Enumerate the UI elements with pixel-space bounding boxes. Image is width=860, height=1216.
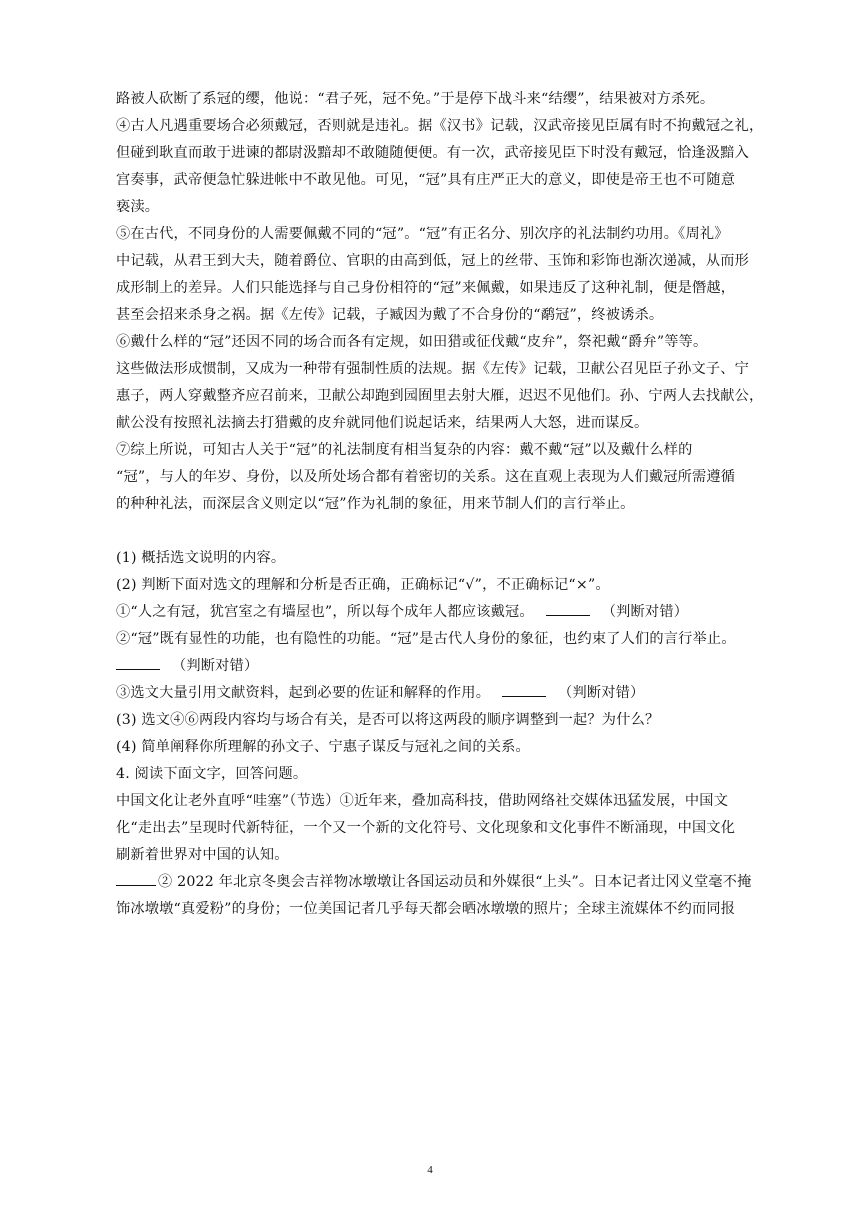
passage-line: ⑥戴什么样的“冠”还因不同的场合而各有定规，如田猎或征伐戴“皮弁”，祭祀戴“爵弁”等等。 [116,334,708,350]
passage-line: 的种种礼法，而深层含义则定以“冠”作为礼制的象征，用来节制人们的言行举止。 [116,496,635,512]
section-4-line: 中国文化让老外直呼“哇塞”（节选）①近年来，叠加高科技，借助网络社交媒体迅猛发展，中国文 [116,793,729,809]
questions [116,545,784,761]
question-2-item-1 [116,599,784,626]
passage-line: 中记载，从君王到大夫，随着爵位、官职的由高到低，冠上的丝带、玉饰和彩饰也渐次递减，从而形 [116,253,750,269]
passage-line: 但碰到耿直而敢于进谏的都尉汲黯却不敢随随便便。有一次，武帝接见臣下时没有戴冠，恰逢汲黯入 [116,145,750,161]
answer-blank[interactable] [116,657,160,670]
question-2-item-2: ②“冠”既有显性的功能，也有隐性的功能。“冠”是古代人身份的象征，也约束了人们的言行举止。 [116,631,736,647]
answer-blank[interactable] [502,684,546,697]
passage-line: 路被人砍断了系冠的缨，他说：“君子死，冠不免。”于是停下战斗来“结缨”，结果被对方杀死。 [116,91,715,107]
question-2-item-3 [116,680,784,707]
passage-line: “冠”，与人的年岁、身份，以及所处场合都有着密切的关系。这在直观上表现为人们戴冠所需遵循 [116,469,736,485]
page-number: 4 [427,1164,433,1176]
answer-blank[interactable] [546,603,590,616]
passage-line: 宫奏事，武帝便急忙躲进帐中不敢见他。可见，“冠”具有庄严正大的意义，即使是帝王也不可随意 [116,172,736,188]
section-4-heading: 4. 阅读下面文字，回答问题。 [116,766,308,782]
passage-line: ⑦综上所说，可知古人关于“冠”的礼法制度有相当复杂的内容：戴不戴“冠”以及戴什么样的 [116,442,693,458]
section-4-line: 化“走出去”呈现时代新特征，一个又一个新的文化符号、文化现象和文化事件不断涌现，中国文化 [116,820,736,836]
passage-line: 成形制上的差异。人们只能选择与自己身份相符的“冠”来佩戴，如果违反了这种礼制，便是僭越， [116,280,736,296]
question-1: (1) 概括选文说明的内容。 [116,550,286,566]
answer-blank[interactable] [116,873,156,886]
section-4-line: 刷新着世界对中国的认知。 [116,847,289,863]
question-3: (3) 选文④⑥两段内容均与场合有关，是否可以将这两段的顺序调整到一起？为什么？ [116,712,660,728]
section-4-line: 饰冰墩墩“真爱粉”的身份；一位美国记者几乎每天都会晒冰墩墩的照片；全球主流媒体不约而同报 [116,901,736,917]
passage-line: ⑤在古代，不同身份的人需要佩戴不同的“冠”。“冠”有正名分、别次序的礼法制约功用。《周礼》 [116,226,729,242]
judge-tag: （判断对错） [172,658,259,674]
item-text: ③选文大量引用文献资料，起到必要的佐证和解释的作用。 [116,685,491,701]
question-4: (4) 简单阐释你所理解的孙文子、宁惠子谋反与冠礼之间的关系。 [116,739,530,755]
section-4 [116,761,784,923]
document-body [116,86,784,923]
spacer [116,518,784,545]
section-4-line-with-blank [116,869,784,896]
judge-tag: （判断对错） [601,604,689,620]
judge-tag: （判断对错） [558,685,645,701]
passage-line: 这些做法形成惯制，又成为一种带有强制性质的法规。据《左传》记载，卫献公召见臣子孙文子、宁 [116,361,750,377]
item-text: ①“人之有冠，犹宫室之有墙屋也”，所以每个成年人都应该戴冠。 [116,604,534,620]
passage-line: 献公没有按照礼法摘去打猎戴的皮弁就同他们说起话来，结果两人大怒，进而谋反。 [116,415,649,431]
passage-line: 甚至会招来杀身之祸。据《左传》记载，子臧因为戴了不合身份的“鹬冠”，终被诱杀。 [116,307,664,323]
section-4-line-text: ② 2022 年北京冬奥会吉祥物冰墩墩让各国运动员和外媒很“上头”。日本记者辻冈义堂毫不掩 [158,874,752,890]
passage-line: 亵渎。 [116,199,160,215]
passage-line: 惠子，两人穿戴整齐应召前来，卫献公却跑到园囿里去射大雁，迟迟不见他们。孙、宁两人去找献公， [116,388,764,404]
question-2-item-2-answer [116,653,784,680]
question-2: (2) 判断下面对选文的理解和分析是否正确，正确标记“√”，不正确标记“×”。 [116,577,610,593]
passage-line: ④古人凡遇重要场合必须戴冠，否则就是违礼。据《汉书》记载，汉武帝接见臣属有时不拘戴冠之礼， [116,118,764,134]
passage [116,86,784,518]
